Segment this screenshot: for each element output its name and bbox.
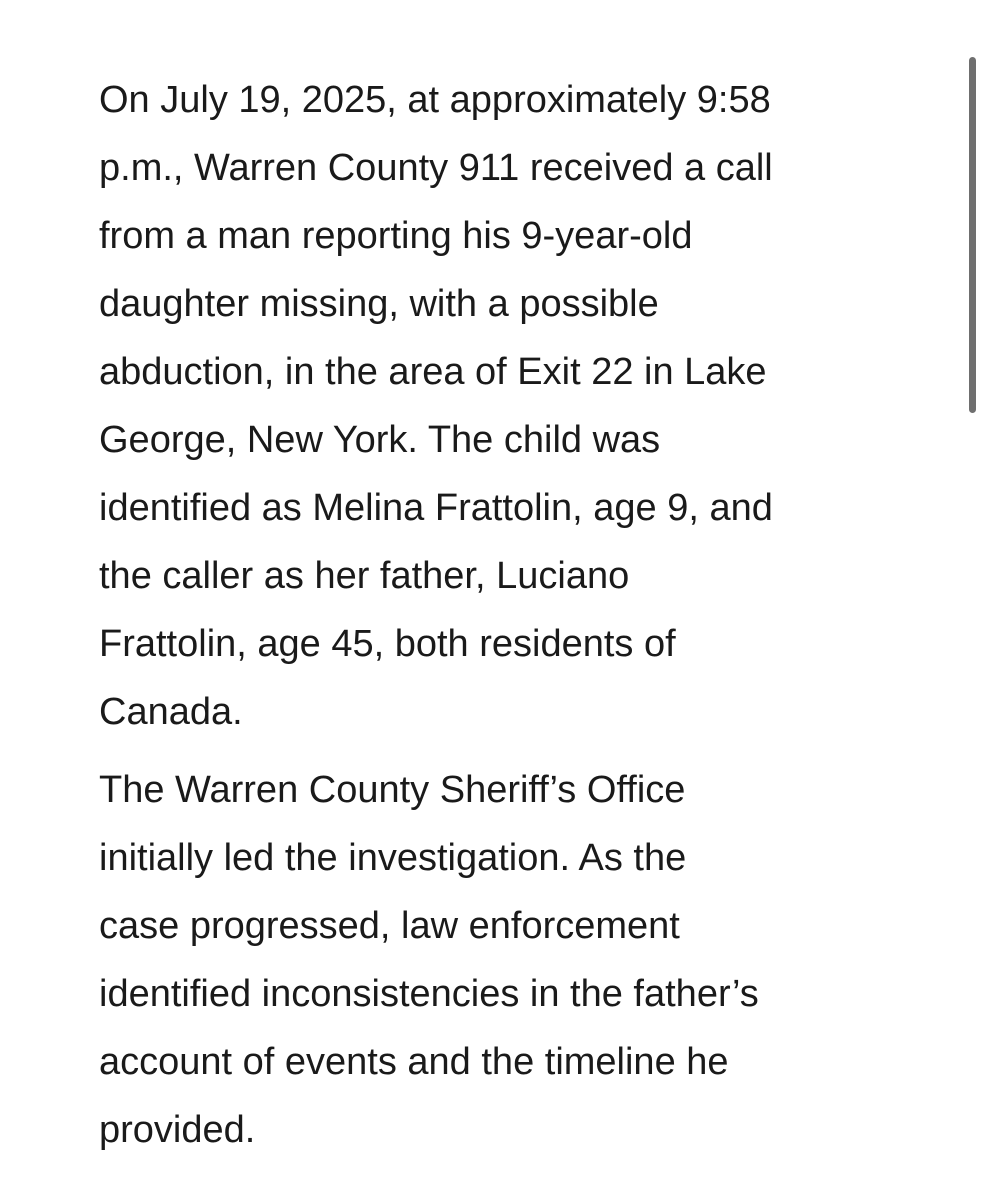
text-line: George, New York. The child was	[99, 419, 661, 461]
text-line: the caller as her father, Luciano	[99, 555, 630, 597]
article-body	[99, 66, 899, 1164]
text-line: Frattolin, age 45, both residents of	[99, 623, 676, 665]
text-line: p.m., Warren County 911 received a call	[99, 147, 773, 189]
text-line: The Warren County Sheriff’s Office	[99, 769, 686, 811]
text-line: provided.	[99, 1109, 256, 1151]
scrollbar-thumb[interactable]	[969, 57, 976, 413]
text-line: daughter missing, with a possible	[99, 283, 659, 325]
article-paragraph-1	[99, 66, 899, 746]
article-paragraph-2	[99, 756, 899, 1164]
text-line: abduction, in the area of Exit 22 in Lake	[99, 351, 767, 393]
text-line: case progressed, law enforcement	[99, 905, 680, 947]
text-line: On July 19, 2025, at approximately 9:58	[99, 79, 771, 121]
text-line: from a man reporting his 9-year-old	[99, 215, 693, 257]
text-line: identified inconsistencies in the father’s	[99, 973, 759, 1015]
text-line: account of events and the timeline he	[99, 1041, 729, 1083]
text-line: identified as Melina Frattolin, age 9, and	[99, 487, 773, 529]
text-line: Canada.	[99, 691, 243, 733]
text-line: initially led the investigation. As the	[99, 837, 687, 879]
